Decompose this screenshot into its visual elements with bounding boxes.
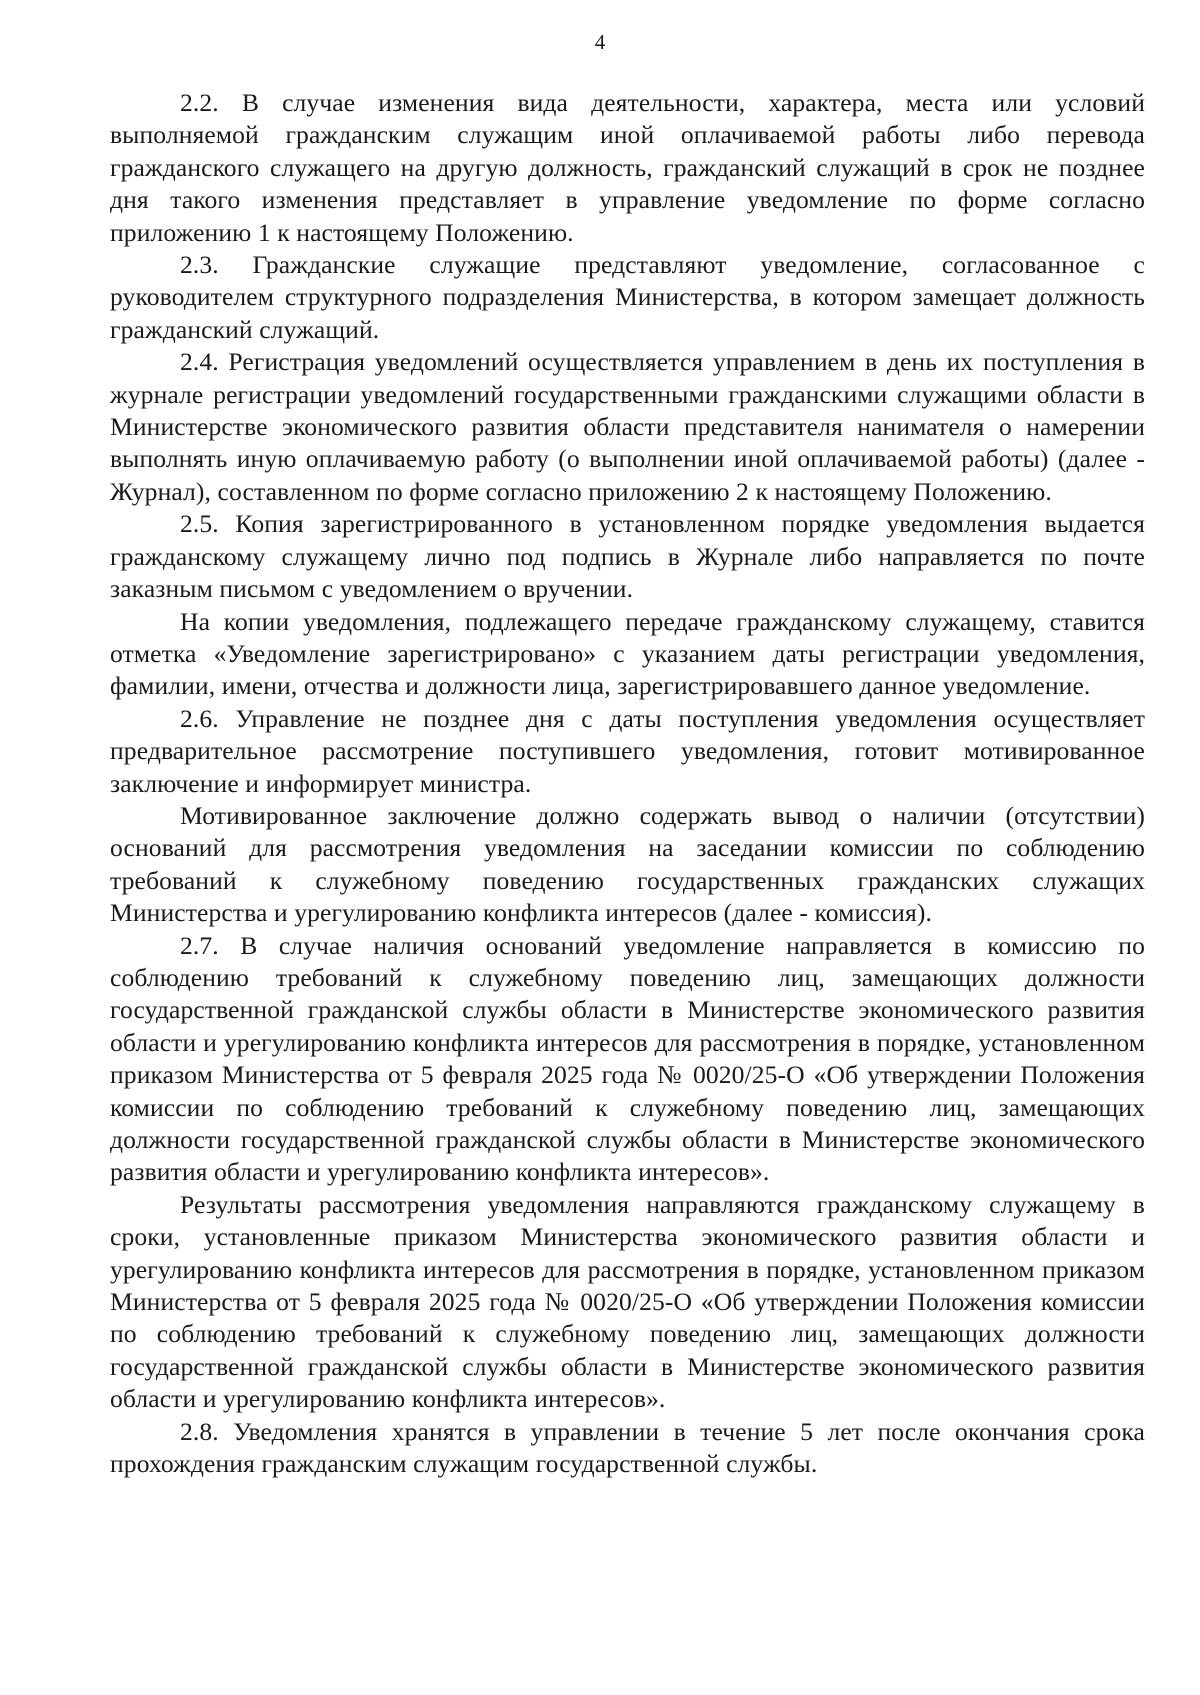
paragraph-2-5: 2.5. Копия зарегистрированного в установленном порядке уведомления выдается гражданскому служащему лично под подпись в Журнале либо направляется по почте заказным письмом с уведомлением о вручении.: [110, 509, 1145, 604]
paragraph-2-2: 2.2. В случае изменения вида деятельности, характера, места или условий выполняемой гражданским служащим иной оплачиваемой работы либо перевода гражданского служащего на другую должность, гражданский служащий в срок не позднее дня такого изменения представляет в управление уведомление по форме согласно приложению 1 к настоящему Положению.: [110, 88, 1145, 247]
page-number: 4: [594, 30, 606, 54]
paragraph-2-3: 2.3. Гражданские служащие представляют уведомление, согласованное с руководителем структурного подразделения Министерства, в котором замещает должность гражданский служащий.: [110, 250, 1145, 344]
paragraph-2-5-copy-mark: На копии уведомления, подлежащего передаче гражданскому служащему, ставится отметка «Уведомление зарегистрировано» с указанием даты регистрации уведомления, фамилии, имени, отчества и должности лица, зарегистрировавшего данное уведомление.: [110, 606, 1145, 701]
document-body: [110, 87, 1145, 1480]
paragraph-2-8: 2.8. Уведомления хранятся в управлении в течение 5 лет после окончания срока прохождения гражданским служащим государственной службы.: [110, 1416, 1145, 1479]
paragraph-2-7: 2.7. В случае наличия оснований уведомление направляется в комиссию по соблюдению требований к служебному поведению лиц, замещающих должности государственной гражданской службы области в Министерстве экономического развития области и урегулированию конфликта интересов для рассмотрения в порядке, установленном приказом Министерства от 5 февраля 2025 года № 0020/25-О «Об утверждении Положения комиссии по соблюдению требований к служебному поведению лиц, замещающих должности государственной гражданской службы области в Министерстве экономического развития области и урегулированию конфликта интересов».: [110, 930, 1145, 1187]
paragraph-2-7-results: Результаты рассмотрения уведомления направляются гражданскому служащему в сроки, установленные приказом Министерства экономического развития области и урегулированию конфликта интересов для рассмотрения в порядке, установленном приказом Министерства от 5 февраля 2025 года № 0020/25-О «Об утверждении Положения комиссии по соблюдению требований к служебному поведению лиц, замещающих должности государственной гражданской службы области в Министерстве экономического развития области и урегулированию конфликта интересов».: [110, 1189, 1145, 1414]
paragraph-2-4: 2.4. Регистрация уведомлений осуществляется управлением в день их поступления в журнале регистрации уведомлений государственными гражданскими служащими области в Министерстве экономического развития области представителя нанимателя о намерении выполнять иную оплачиваемую работу (о выполнении иной оплачиваемой работы) (далее - Журнал), составленном по форме согласно приложению 2 к настоящему Положению.: [110, 347, 1145, 506]
paragraph-2-6-conclusion: Мотивированное заключение должно содержать вывод о наличии (отсутствии) оснований для рассмотрения уведомления на заседании комиссии по соблюдению требований к служебному поведению государственных гражданских служащих Министерства и урегулированию конфликта интересов (далее - комиссия).: [110, 800, 1145, 928]
paragraph-2-6: 2.6. Управление не позднее дня с даты поступления уведомления осуществляет предварительное рассмотрение поступившего уведомления, готовит мотивированное заключение и информирует министра.: [110, 703, 1145, 798]
